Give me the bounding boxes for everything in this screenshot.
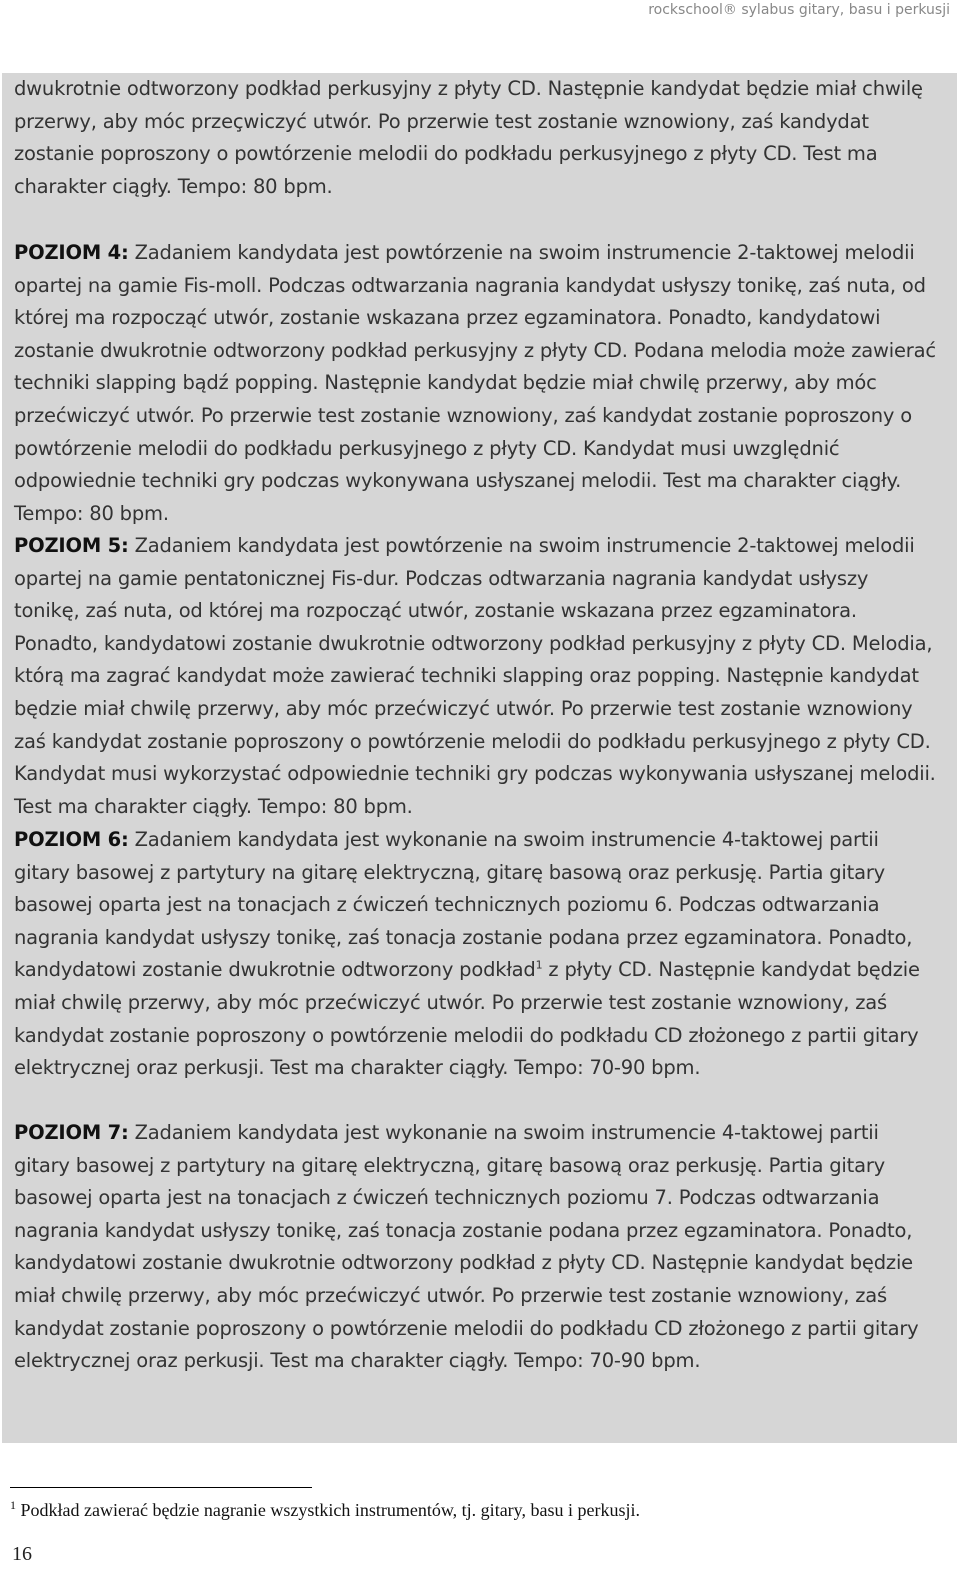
level-heading: POZIOM 5:: [14, 534, 129, 557]
paragraph-continuation: [14, 73, 939, 203]
page-number: 16: [12, 1543, 32, 1565]
paragraph-level-4: [14, 237, 939, 530]
footnote-reference[interactable]: 1: [535, 958, 543, 972]
level-heading: POZIOM 6:: [14, 828, 129, 851]
footnote-divider: [10, 1487, 312, 1488]
footnote: [10, 1497, 930, 1523]
level-heading: POZIOM 7:: [14, 1121, 129, 1144]
footnote-text: Podkład zawierać będzie nagranie wszystkich instrumentów, tj. gitary, basu i perkusji.: [16, 1500, 640, 1520]
paragraph-level-5: [14, 530, 939, 823]
footnote-mark: 1: [10, 1498, 16, 1512]
paragraph-text: dwukrotnie odtworzony podkład perkusyjny z płyty CD. Następnie kandydat będzie miał chwilę przerwy, aby móc przeçwiczyć utwór. Po przerwie test zostanie wznowiony, zaś kandydat zostanie poproszony o powtórzenie melodii do podkładu perkusyjnego z płyty CD. Test ma charakter ciągły. Tempo: 80 bpm.: [14, 77, 923, 198]
running-header: rockschool® sylabus gitary, basu i perkusji: [648, 2, 950, 18]
paragraph-text: z płyty CD. Następnie kandydat będzie miał chwilę przerwy, aby móc przećwiczyć utwór. Po przerwie test zostanie wznowiony, zaś kandydat zostanie poproszony o powtórzenie melodii do podkładu CD złożonego z partii gitary elektrycznej oraz perkusji. Test ma charakter ciągły. Tempo: 70-90 bpm.: [14, 958, 920, 1080]
paragraph-text: Zadaniem kandydata jest wykonanie na swoim instrumencie 4-taktowej partii gitary basowej z partytury na gitarę elektryczną, gitarę basową oraz perkusję. Partia gitary basowej oparta jest na tonacjach z ćwiczeń technicznych poziomu 7. Podczas odtwarzania nagrania kandydat usłyszy tonikę, zaś tonacja zostanie podana przez egzaminatora. Ponadto, kandydatowi zostanie dwukrotnie odtworzony podkład z płyty CD. Następnie kandydat będzie miał chwilę przerwy, aby móc przećwiczyć utwór. Po przerwie test zostanie wznowiony, zaś kandydat zostanie poproszony o powtórzenie melodii do podkładu CD złożonego z partii gitary elektrycznej oraz perkusji. Test ma charakter ciągły. Tempo: 70-90 bpm.: [14, 1121, 919, 1373]
paragraph-text: Zadaniem kandydata jest powtórzenie na swoim instrumencie 2-taktowej melodii opartej na gamie Fis-moll. Podczas odtwarzania nagrania kandydat usłyszy tonikę, zaś nuta, od której ma rozpocząć utwór, zostanie wskazana przez egzaminatora. Ponadto, kandydatowi zostanie dwukrotnie odtworzony podkład perkusyjny z płyty CD. Podana melodia może zawierać techniki slapping bądź popping. Następnie kandydat będzie miał chwilę przerwy, aby móc przećwiczyć utwór. Po przerwie test zostanie wznowiony, zaś kandydat zostanie poproszony o powtórzenie melodii do podkładu perkusyjnego z płyty CD. Kandydat musi uwzględnić odpowiednie techniki gry podczas wykonywana usłyszanej melodii. Test ma charakter ciągły. Tempo: 80 bpm.: [14, 241, 936, 525]
paragraph-level-6: [14, 824, 939, 1085]
paragraph-text: Zadaniem kandydata jest powtórzenie na swoim instrumencie 2-taktowej melodii opartej na gamie pentatonicznej Fis-dur. Podczas odtwarzania nagrania kandydat usłyszy tonikę, zaś nuta, od której ma rozpocząć utwór, zostanie wskazana przez egzaminatora. Ponadto, kandydatowi zostanie dwukrotnie odtworzony podkład perkusyjny z płyty CD. Melodia, którą ma zagrać kandydat może zawierać techniki slapping oraz popping. Następnie kandydat będzie miał chwilę przerwy, aby móc przećwiczyć utwór. Po przerwie test zostanie wznowiony zaś kandydat zostanie poproszony o powtórzenie melodii do podkładu perkusyjnego z płyty CD. Kandydat musi wykorzystać odpowiednie techniki gry podczas wykonywania usłyszanej melodii. Test ma charakter ciągły. Tempo: 80 bpm.: [14, 534, 936, 818]
level-heading: POZIOM 4:: [14, 241, 129, 264]
exam-description-box: [2, 73, 957, 1443]
paragraph-text: Zadaniem kandydata jest wykonanie na swoim instrumencie 4-taktowej partii gitary basowej z partytury na gitarę elektryczną, gitarę basową oraz perkusję. Partia gitary basowej oparta jest na tonacjach z ćwiczeń technicznych poziomu 6. Podczas odtwarzania nagrania kandydat usłyszy tonikę, zaś tonacja zostanie podana przez egzaminatora. Ponadto, kandydatowi zostanie dwukrotnie odtworzony podkład: [14, 828, 913, 982]
paragraph-level-7: [14, 1117, 939, 1378]
